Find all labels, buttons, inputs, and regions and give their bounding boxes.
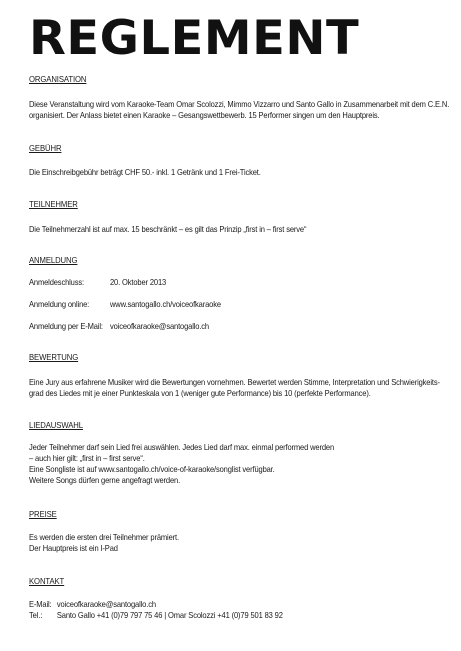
heading-anmeldung: ANMELDUNG [29, 255, 78, 265]
organisation-line-2: organisiert. Der Anlass bietet einen Karaoke – Gesangswettbewerb. 15 Performer singen um den Hauptpreis. [29, 110, 380, 120]
teilnehmer-text: Die Teilnehmerzahl ist auf max. 15 beschränkt – es gilt das Prinzip „first in – first serve“ [29, 224, 307, 234]
anmeldung-label: Anmeldung per E-Mail: [29, 321, 103, 331]
kontakt-phone: Santo Gallo +41 (0)79 797 75 46 | Omar Scolozzi +41 (0)79 501 83 92 [56, 610, 283, 620]
page-title: REGLEMENT [29, 11, 360, 66]
gebuehr-text: Die Einschreibgebühr beträgt CHF 50.- inkl. 1 Getränk und 1 Frei-Ticket. [29, 167, 261, 177]
preise-line-1: Es werden die ersten drei Teilnehmer prämiert. [29, 532, 179, 542]
organisation-line-1: Diese Veranstaltung wird vom Karaoke-Team Omar Scolozzi, Mimmo Vizzarro und Santo Gallo in Zusammenarbeit mit dem C.E.N. [29, 99, 450, 109]
liedauswahl-line-4: Weitere Songs dürfen gerne angefragt werden. [29, 475, 181, 485]
anmeldung-email-link[interactable]: voiceofkaraoke@santogallo.ch [110, 321, 209, 331]
heading-kontakt: KONTAKT [29, 576, 65, 586]
anmeldung-row [29, 299, 221, 309]
kontakt-email-link[interactable]: voiceofkaraoke@santogallo.ch [56, 599, 156, 609]
heading-gebuehr: GEBÜHR [29, 143, 62, 153]
preise-line-2: Der Hauptpreis ist ein I-Pad [29, 543, 118, 553]
heading-organisation: ORGANISATION [29, 74, 87, 84]
anmeldung-value: 20. Oktober 2013 [110, 277, 167, 287]
kontakt-row [29, 599, 156, 610]
anmeldung-label: Anmeldeschluss: [29, 277, 84, 287]
heading-teilnehmer: TEILNEHMER [29, 199, 78, 209]
anmeldung-row [29, 321, 209, 331]
anmeldung-row [29, 277, 167, 287]
heading-liedauswahl: LIEDAUSWAHL [29, 420, 83, 430]
bewertung-line-2: grad des Liedes mit je einer Punkteskala von 1 (weniger gute Performance) bis 10 (perfekte Performance). [29, 388, 371, 398]
heading-preise: PREISE [29, 509, 57, 519]
kontakt-label: Tel.: [29, 610, 43, 620]
anmeldung-online-link[interactable]: www.santogallo.ch/voiceofkaraoke [110, 299, 221, 309]
kontakt-row [29, 610, 283, 621]
liedauswahl-line-3: Eine Songliste ist auf www.santogallo.ch/voice-of-karaoke/songlist verfügbar. [29, 464, 275, 474]
anmeldung-label: Anmeldung online: [29, 299, 90, 309]
heading-bewertung: BEWERTUNG [29, 352, 79, 362]
bewertung-line-1: Eine Jury aus erfahrene Musiker wird die Bewertungen vornehmen. Bewertet werden Stimme, Interpretation und Schwierigkeits- [29, 377, 440, 387]
kontakt-label: E-Mail: [29, 599, 52, 609]
liedauswahl-line-2: – auch hier gilt: „first in – first serve“. [29, 453, 145, 463]
liedauswahl-line-1: Jeder Teilnehmer darf sein Lied frei auswählen. Jedes Lied darf max. einmal performed werden [29, 442, 335, 452]
